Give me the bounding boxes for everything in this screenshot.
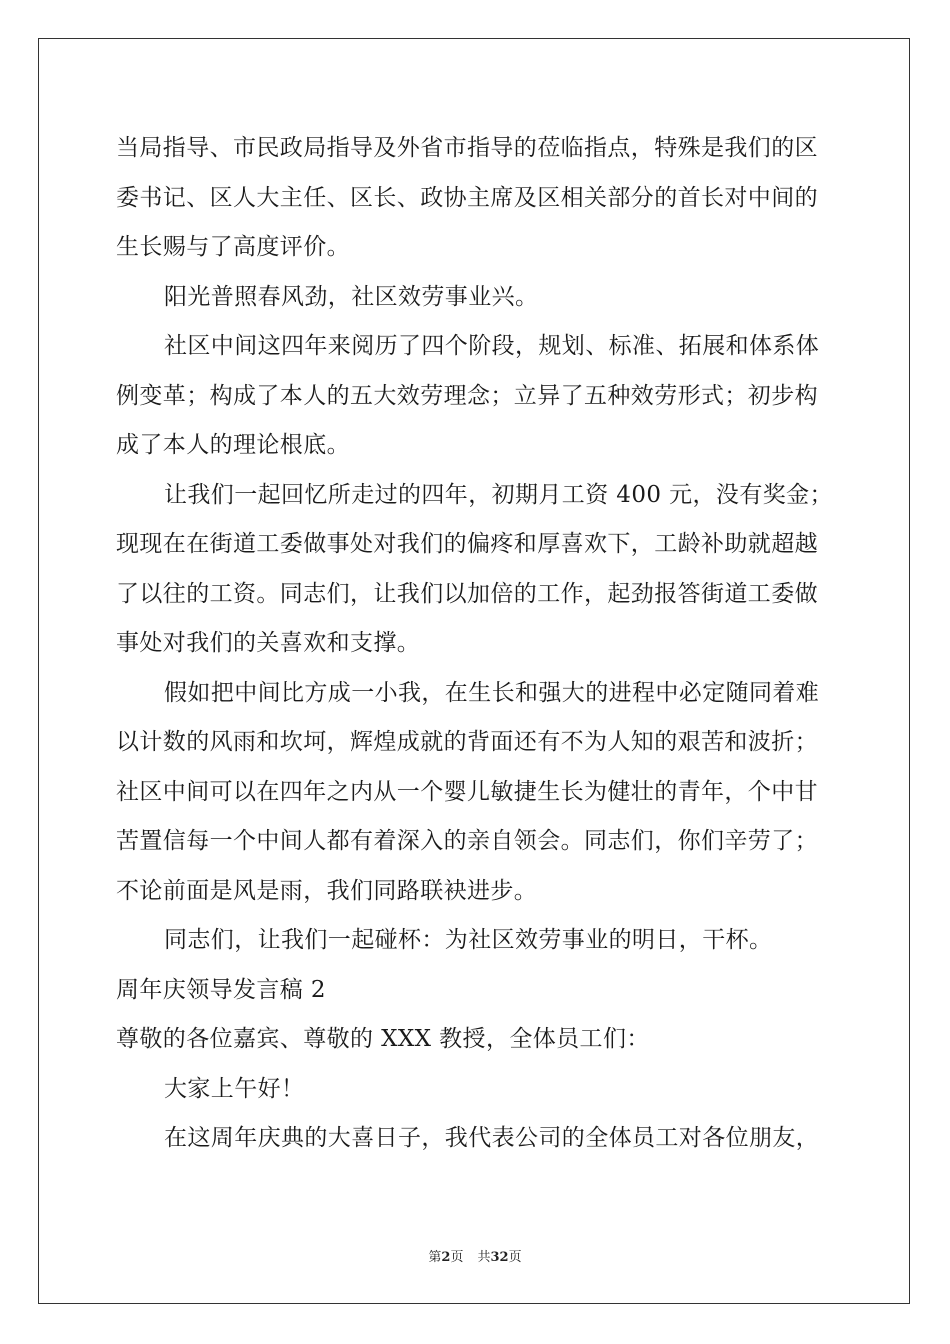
total-suffix: 页: [508, 1250, 522, 1265]
text-line: 委书记、区人大主任、区长、政协主席及区相关部分的首长对中间的: [116, 184, 818, 211]
text-line: 以计数的风雨和坎坷，辉煌成就的背面还有不为人知的艰苦和波折；: [116, 729, 818, 755]
text-line: 在这周年庆典的大喜日子，我代表公司的全体员工对各位朋友，: [164, 1125, 820, 1151]
text-line: 社区中间可以在四年之内从一个婴儿敏捷生长为健壮的青年，个中甘: [116, 778, 818, 805]
text-line: 苦置信每一个中间人都有着深入的亲自领会。同志们，你们辛劳了；: [116, 828, 818, 854]
text-line: 假如把中间比方成一小我，在生长和强大的进程中必定随同着难: [164, 679, 820, 706]
total-pages: 32: [490, 1250, 509, 1265]
page-prefix: 第: [428, 1250, 442, 1265]
page-suffix: 页: [450, 1250, 464, 1265]
total-prefix: 共: [477, 1250, 491, 1265]
text-line: 不论前面是风是雨，我们同路联袂进步。: [116, 877, 538, 904]
text-line: 社区中间这四年来阅历了四个阶段，规划、标准、拓展和体系体: [164, 333, 820, 359]
text-line: 让我们一起回忆所走过的四年，初期月工资 400 元，没有奖金；: [164, 481, 833, 508]
text-line: 同志们，让我们一起碰杯：为社区效劳事业的明日，干杯。: [164, 927, 773, 953]
document-body: [116, 124, 836, 1164]
text-line: 当局指导、市民政局指导及外省市指导的莅临指点，特殊是我们的区: [116, 135, 818, 161]
text-line: 大家上午好！: [164, 1075, 305, 1102]
text-line: 尊敬的各位嘉宾、尊敬的 XXX 教授，全体员工们：: [116, 1026, 650, 1052]
text-line: 阳光普照春风劲，社区效劳事业兴。: [164, 283, 539, 310]
text-line: 事处对我们的关喜欢和支撑。: [116, 630, 421, 656]
text-line: 生长赐与了高度评价。: [116, 234, 350, 260]
text-line: 现现在在街道工委做事处对我们的偏疼和厚喜欢下，工龄补助就超越: [116, 531, 818, 557]
page-footer: [0, 1246, 950, 1265]
text-line: 了以往的工资。同志们，让我们以加倍的工作，起劲报答街道工委做: [116, 580, 818, 607]
text-line: 例变革；构成了本人的五大效劳理念；立异了五种效劳形式；初步构: [116, 382, 818, 409]
text-line: 周年庆领导发言稿 2: [116, 976, 326, 1003]
page-number: 2: [441, 1250, 451, 1265]
text-line: 成了本人的理论根底。: [116, 432, 350, 458]
